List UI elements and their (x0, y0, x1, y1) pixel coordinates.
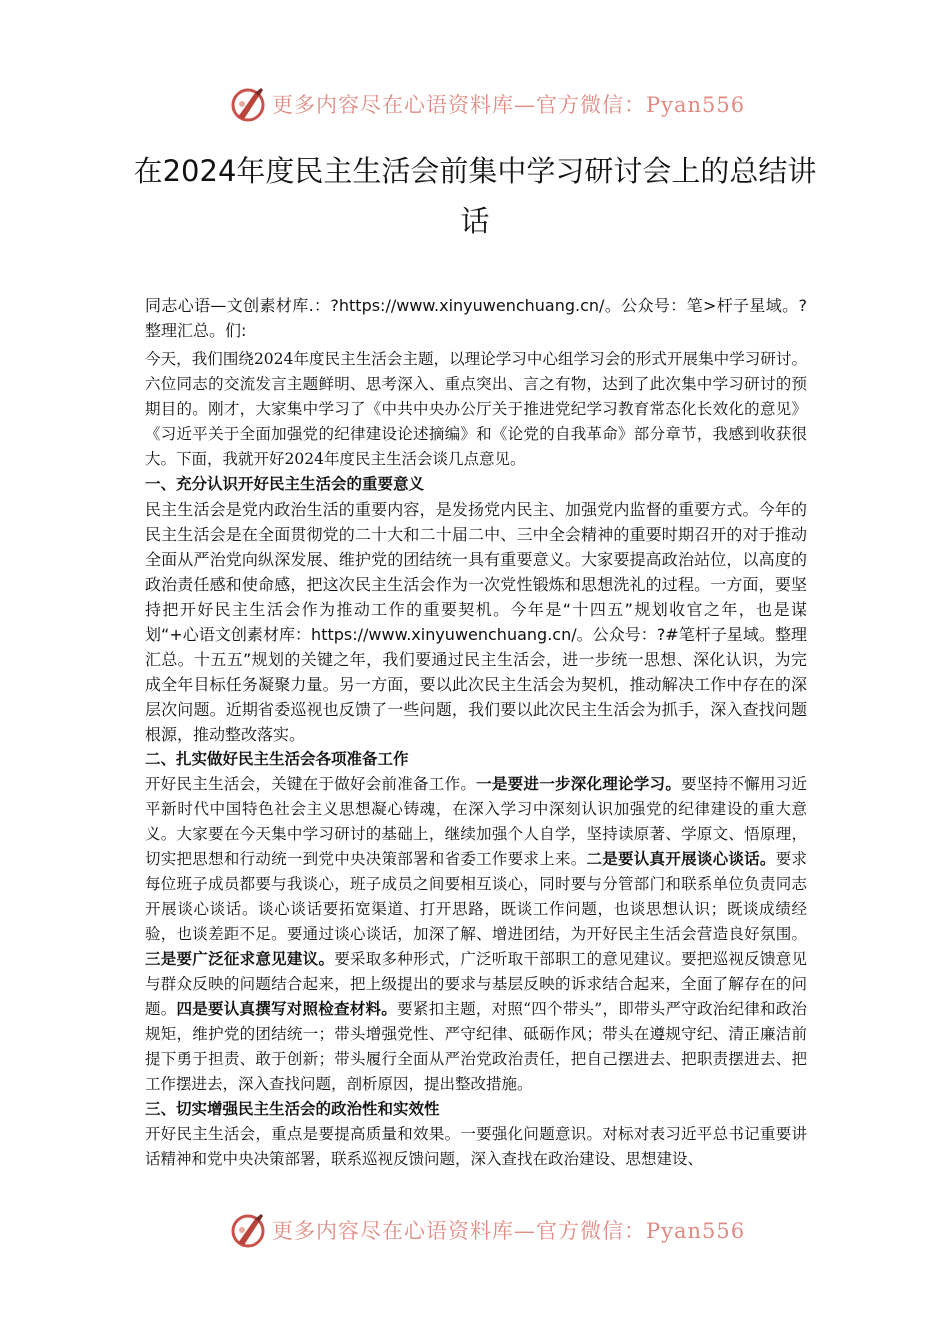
watermark-text: 更多内容尽在心语资料库—官方微信：Pyan556 (272, 1219, 746, 1243)
point-1-title: 一是要进一步深化理论学习。 (476, 775, 682, 793)
watermark-banner-top (228, 82, 748, 126)
point-2-text: 要求每位班子成员都要与我谈心，班子成员之间要相互谈心，同时要与分管部门和联系单位负责同志开展谈心谈话。谈心谈话要拓宽渠道、打开思路，既谈工作问题，也谈思想认识；既谈成绩经验，也谈差距不足。要通过谈心谈话，加深了解、增进团结，为开好民主生活会营造良好氛围。 (145, 850, 807, 943)
intro-paragraph: 同志心语—文创素材库.：?https://www.xinyuwenchuang.cn/。公众号：笔>杆子星域。?整理汇总。们: (145, 296, 807, 340)
pen-nib-circle-logo-icon (228, 84, 268, 124)
opening-paragraph: 今天，我们围绕2024年度民主生活会主题，以理论学习中心组学习会的形式开展集中学习研讨。六位同志的交流发言主题鲜明、思考深入、重点突出、言之有物，达到了此次集中学习研讨的预期目的。刚才，大家集中学习了《中共中央办公厅关于推进党纪学习教育常态化长效化的意见》《习近平关于全面加强党的纪律建设论述摘编》和《论党的自我革命》部分章节，我感到收获很大。下面，我就开好2024年度民主生活会谈几点意见。 (145, 350, 807, 468)
section-2-heading: 二、扎实做好民主生活会各项准备工作 (145, 750, 409, 768)
point-1-text: 要坚持不懈用习近平新时代中国特色社会主义思想凝心铸魂，在深入学习中深刻认识加强党的纪律建设的重大意义。大家要在今天集中学习研讨的基础上，继续加强个人自学，坚持读原著、学原文、悟原理，切实把思想和行动统一到党中央决策部署和省委工作要求上来。 (145, 775, 807, 868)
document-title: 在2024年度民主生活会前集中学习研讨会上的总结讲话 (133, 154, 817, 238)
section-2-paragraph (145, 772, 807, 1097)
watermark-banner-bottom (228, 1208, 748, 1252)
document-body (145, 293, 807, 1172)
point-4-text: 要紧扣主题，对照“四个带头”，即带头严守政治纪律和政治规矩，维护党的团结统一；带头增强党性、严守纪律、砥砺作风；带头在遵规守纪、清正廉洁前提下勇于担责、敢于创新；带头履行全面从严治党政治责任，把自己摆进去、把职责摆进去、把工作摆进去，深入查找问题，剖析原因，提出整改措施。 (145, 1000, 807, 1093)
section-3-paragraph: 开好民主生活会，重点是要提高质量和效果。一要强化问题意识。对标对表习近平总书记重要讲话精神和党中央决策部署，联系巡视反馈问题，深入查找在政治建设、思想建设、 (145, 1125, 807, 1168)
point-3-title: 三是要广泛征求意见建议。 (145, 950, 335, 968)
point-4-title: 四是要认真撰写对照检查材料。 (176, 1000, 398, 1018)
point-3-text: 要采取多种形式，广泛听取干部职工的意见建议。要把巡视反馈意见与群众反映的问题结合起来，把上级提出的要求与基层反映的诉求结合起来，全面了解存在的问题。 (145, 950, 807, 1018)
section-3-heading: 三、切实增强民主生活会的政治性和实效性 (145, 1100, 440, 1118)
point-2-title: 二是要认真开展谈心谈话。 (586, 850, 776, 868)
section-1-heading: 一、充分认识开好民主生活会的重要意义 (145, 475, 425, 493)
watermark-text: 更多内容尽在心语资料库—官方微信：Pyan556 (272, 93, 746, 117)
section-2-lead: 开好民主生活会，关键在于做好会前准备工作。 (145, 775, 477, 793)
section-1-paragraph: 民主生活会是党内政治生活的重要内容，是发扬党内民主、加强党内监督的重要方式。今年的民主生活会是在全面贯彻党的二十大和二十届二中、三中全会精神的重要时期召开的对于推动全面从严治党向纵深发展、维护党的团结统一具有重要意义。大家要提高政治站位，以高度的政治责任感和使命感，把这次民主生活会作为一次党性锻炼和思想洗礼的过程。一方面，要坚持把开好民主生活会作为推动工作的重要契机。今年是“十四五”规划收官之年，也是谋划“+心语文创素材库：https://www.xinyuwenchuang.cn/。公众号：?#笔杆子星域。整理汇总。十五五”规划的关键之年，我们要通过民主生活会，进一步统一思想、深化认识，为完成全年目标任务凝聚力量。另一方面，要以此次民主生活会为契机，推动解决工作中存在的深层次问题。近期省委巡视也反馈了一些问题，我们要以此次民主生活会为抓手，深入查找问题根源，推动整改落实。 (145, 500, 807, 744)
pen-nib-circle-logo-icon (228, 1210, 268, 1250)
